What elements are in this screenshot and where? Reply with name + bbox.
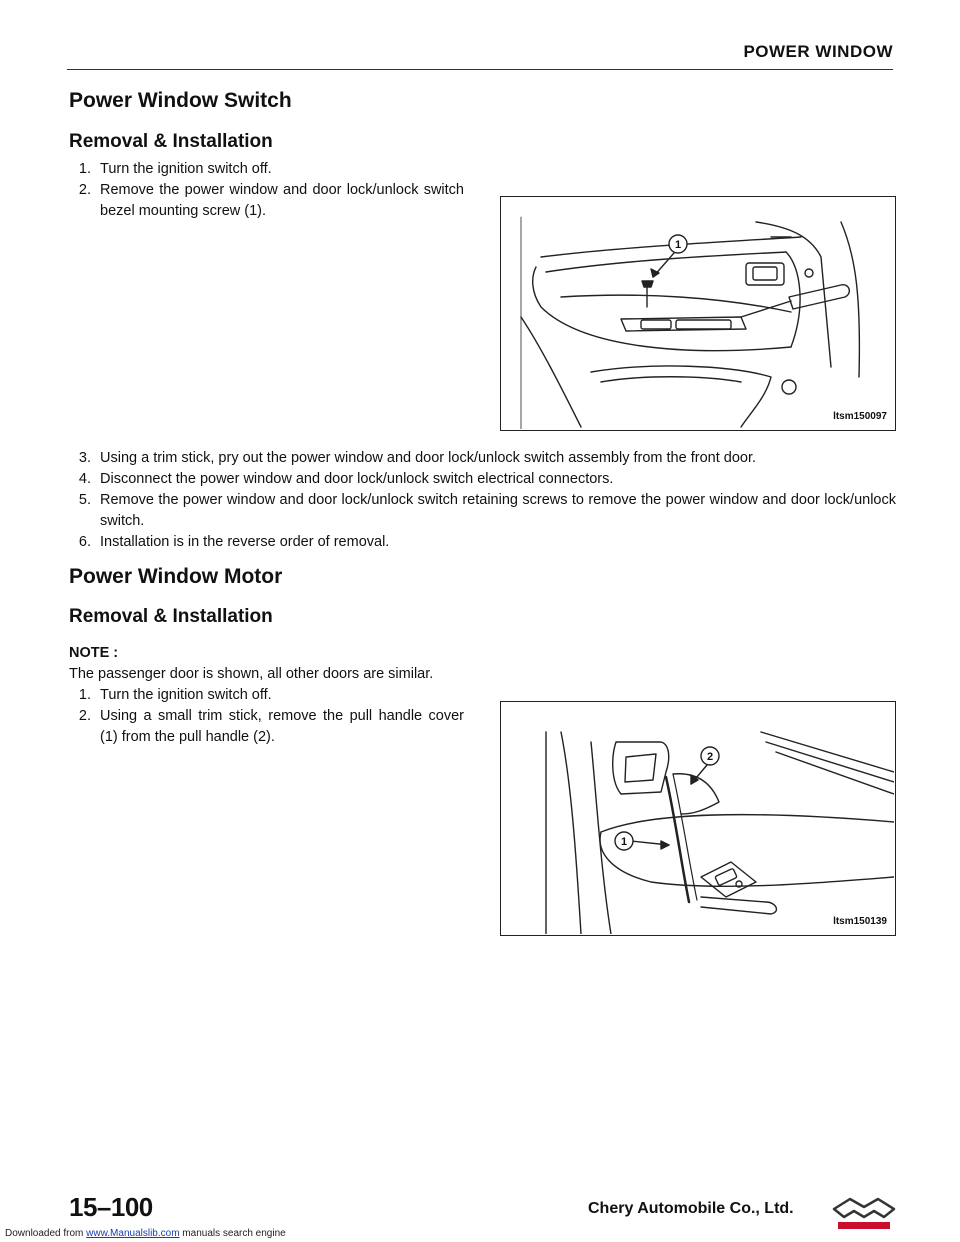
step-number: 2.	[78, 182, 91, 198]
section-header-title: POWER WINDOW	[743, 42, 893, 61]
step-text: Disconnect the power window and door lock/unlock switch electrical connectors.	[100, 471, 614, 487]
switch-step	[69, 490, 896, 532]
download-prefix: Downloaded from	[5, 1228, 87, 1239]
figure-code: ltsm150139	[833, 916, 887, 927]
step-number: 1.	[78, 161, 91, 177]
step-text: Using a small trim stick, remove the pull handle cover (1) from the pull handle (2).	[100, 708, 464, 745]
note-label: NOTE :	[69, 645, 119, 661]
step-number: 5.	[78, 492, 91, 508]
switch-step	[69, 180, 464, 222]
switch-step	[69, 532, 896, 553]
step-number: 3.	[78, 450, 91, 466]
door-switch-illustration	[501, 197, 894, 429]
figure-callout: 2	[706, 751, 714, 763]
company-name: Chery Automobile Co., Ltd.	[588, 1200, 794, 1217]
step-number: 1.	[78, 687, 91, 703]
motor-section-subtitle: Removal & Installation	[69, 606, 273, 627]
switch-section-subtitle: Removal & Installation	[69, 131, 273, 152]
switch-section-title: Power Window Switch	[69, 89, 292, 112]
switch-step	[69, 469, 896, 490]
switch-step	[69, 159, 464, 180]
switch-step	[69, 448, 896, 469]
figure-switch-removal	[500, 196, 896, 431]
pull-handle-illustration	[501, 702, 894, 934]
step-text: Installation is in the reverse order of removal.	[100, 534, 390, 550]
download-suffix: manuals search engine	[179, 1228, 286, 1239]
step-number: 4.	[78, 471, 91, 487]
chery-logo	[830, 1195, 898, 1231]
manualslib-link[interactable]: www.Manualslib.com	[86, 1228, 180, 1239]
step-text: Turn the ignition switch off.	[100, 687, 272, 703]
motor-section-title: Power Window Motor	[69, 565, 283, 588]
motor-step	[69, 706, 464, 748]
step-text: Using a trim stick, pry out the power window and door lock/unlock switch assembly from the front door.	[100, 450, 757, 466]
step-number: 6.	[78, 534, 91, 550]
step-text: Remove the power window and door lock/unlock switch retaining screws to remove the power window and door lock/unlock switch.	[100, 492, 896, 529]
figure-code: ltsm150097	[833, 411, 887, 422]
note-text: The passenger door is shown, all other doors are similar.	[69, 666, 434, 682]
motor-step	[69, 685, 464, 706]
step-text: Remove the power window and door lock/unlock switch bezel mounting screw (1).	[100, 182, 464, 219]
download-notice	[5, 1228, 286, 1239]
page-number: 15–100	[69, 1192, 153, 1222]
figure-pull-handle-removal	[500, 701, 896, 936]
step-number: 2.	[78, 708, 91, 724]
header-rule	[67, 69, 893, 70]
figure-callout: 1	[674, 239, 682, 251]
figure-callout: 1	[620, 836, 628, 848]
step-text: Turn the ignition switch off.	[100, 161, 272, 177]
